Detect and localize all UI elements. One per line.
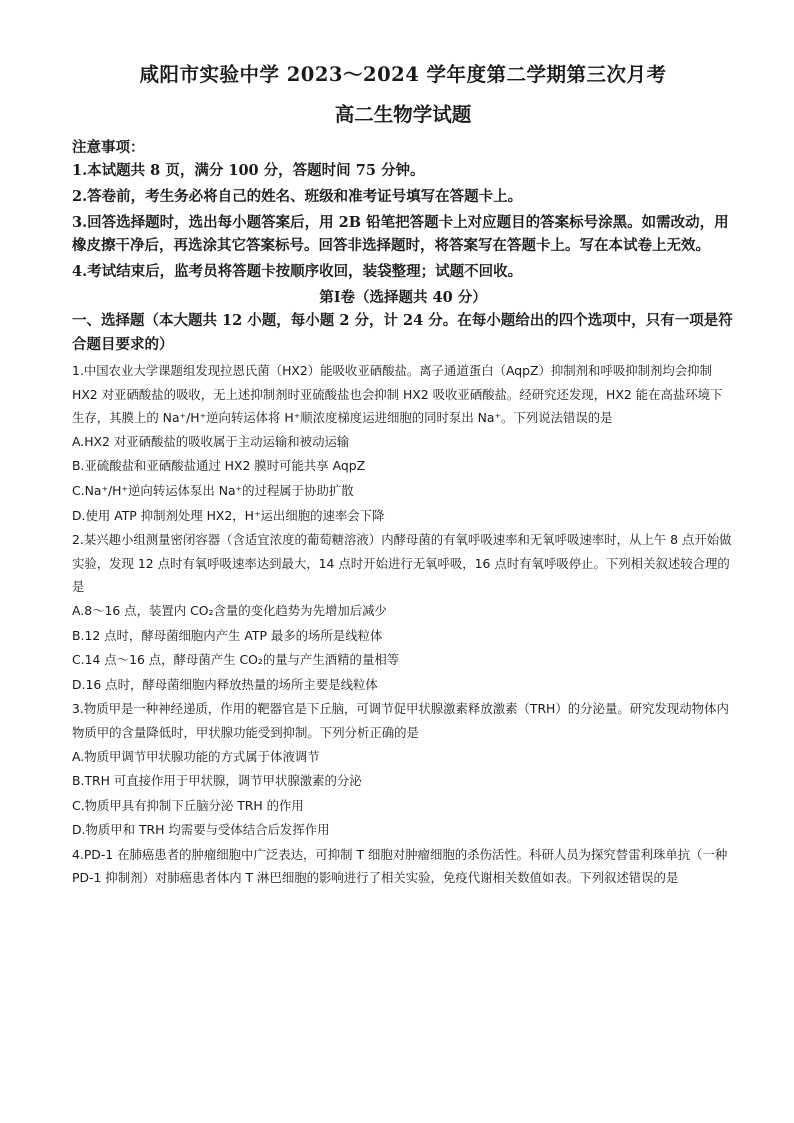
question-3 [72, 697, 734, 843]
option-d: D.使用 ATP 抑制剂处理 HX2，H⁺运出细胞的速率会下降 [72, 507, 385, 523]
option-a: A.HX2 对亚硒酸盐的吸收属于主动运输和被动运输 [72, 433, 350, 449]
option-c: C.Na⁺/H⁺逆向转运体泵出 Na⁺的过程属于协助扩散 [72, 482, 354, 498]
question-stem: 3.物质甲是一种神经递质，作用的靶器官是下丘脑，可调节促甲状腺激素释放激素（TRH）的分泌量。研究发现动物体内物质甲的含量降低时，甲状腺功能受到抑制。下列分析正确的是 [72, 701, 729, 740]
option-d: D.物质甲和 TRH 均需要与受体结合后发挥作用 [72, 822, 330, 838]
question-stem: 2.某兴趣小组测量密闭容器（含适宜浓度的葡萄糖溶液）内酵母菌的有氧呼吸速率和无氧呼吸速率时，从上午 8 点开始做实验，发现 12 点时有氧呼吸速率达到最大，14 点时开始进行无氧呼吸，16 点时有氧呼吸停止。下列相关叙述较合理的是 [72, 532, 732, 595]
part1-title: 第Ⅰ卷（选择题共 40 分） [319, 289, 487, 306]
option-c: C.物质甲具有抑制下丘脑分泌 TRH 的作用 [72, 797, 304, 813]
notice-item: 3.回答选择题时，选出每小题答案后，用 2B 铅笔把答题卡上对应题目的答案标号涂黑。如需改动，用橡皮擦干净后，再选涂其它答案标号。回答非选择题时，将答案写在答题卡上。写在本试卷上无效。 [72, 214, 729, 254]
option-a: A.物质甲调节甲状腺功能的方式属于体液调节 [72, 748, 320, 764]
option-a: A.8～16 点，装置内 CO₂含量的变化趋势为先增加后减少 [72, 602, 387, 618]
notice-item: 2.答卷前，考生务必将自己的姓名、班级和准考证号填写在答题卡上。 [72, 188, 523, 205]
notice-item: 4.考试结束后，监考员将答题卡按顺序收回，装袋整理；试题不回收。 [72, 263, 523, 280]
option-c: C.14 点～16 点，酵母菌产生 CO₂的量与产生酒精的量相等 [72, 652, 400, 668]
notice-block [72, 136, 734, 283]
question-stem: 1.中国农业大学课题组发现拉恩氏菌（HX2）能吸收亚硒酸盐。离子通道蛋白（AqpZ）抑制剂和呼吸抑制剂均会抑制 HX2 对亚硒酸盐的吸收，无上述抑制剂时亚硫酸盐也会抑制 HX2 吸收亚硒酸盐。经研究还发现，HX2 能在高盐环境下生存，其膜上的 Na⁺/H⁺逆向转运体将 H⁺顺浓度梯度运进细胞的同时泵出 Na⁺。下列说法错误的是 [72, 363, 723, 426]
notice-item: 1.本试题共 8 页，满分 100 分，答题时间 75 分钟。 [72, 162, 425, 179]
notice-title: 注意事项： [72, 139, 145, 156]
exam-subtitle: 高二生物学试题 [334, 103, 472, 126]
option-b: B.亚硫酸盐和亚硒酸盐通过 HX2 膜时可能共享 AqpZ [72, 458, 366, 474]
question-4 [72, 843, 734, 890]
question-stem: 4.PD-1 在肺癌患者的肿瘤细胞中广泛表达，可抑制 T 细胞对肿瘤细胞的杀伤活性。科研人员为探究替雷利珠单抗（一种 PD-1 抑制剂）对肺癌患者体内 T 淋巴细胞的影响进行了相关实验，免疫代谢相关数值如表。下列叙述错误的是 [72, 846, 728, 886]
exam-title: 咸阳市实验中学 2023～2024 学年度第二学期第三次月考 [139, 63, 667, 86]
section-title: 一、选择题（本大题共 12 小题，每小题 2 分，计 24 分。在每小题给出的四个选项中，只有一项是符合题目要求的） [72, 312, 733, 353]
question-1 [72, 359, 734, 528]
option-b: B.12 点时，酵母菌细胞内产生 ATP 最多的场所是线粒体 [72, 627, 383, 643]
option-d: D.16 点时，酵母菌细胞内释放热量的场所主要是线粒体 [72, 676, 378, 692]
question-2 [72, 528, 734, 697]
option-b: B.TRH 可直接作用于甲状腺，调节甲状腺激素的分泌 [72, 773, 362, 789]
